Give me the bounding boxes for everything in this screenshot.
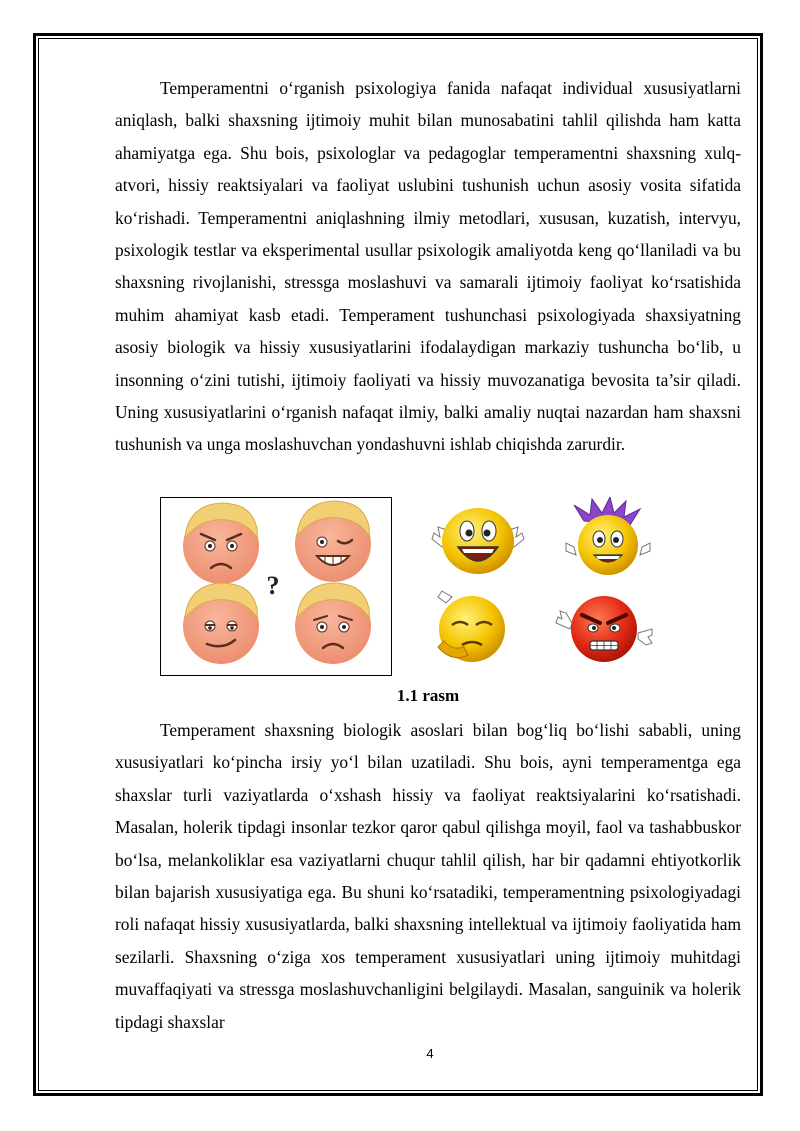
figure-caption [0, 685, 800, 707]
angry-red-emoji-icon [556, 596, 652, 662]
cartoon-faces-illustration [161, 498, 390, 674]
paragraph-2: Temperament shaxsning biologik asoslari bilan bog‘liq bo‘lishi sababli, uning xususiyatlari ko‘pincha irsiy yo‘l bilan uzatiladi. Shu bois, ayni temperamentga ega shaxslar turli vaziyatlarda o‘xshash hissiy va faoliyat reaktsiyalarini ko‘rsatishadi. Masalan, holerik tipdagi insonlar tezkor qaror qabul qilishga moyil, faol va tashabbuskor bo‘lsa, melankoliklar esa vaziyatlarni chuqur tahlil qilish, har bir qadamni ehtiyotkorlik bilan bajarish xususiyatiga ega. Bu shuni ko‘rsatadiki, temperamentning psixologiyadagi roli nafaqat hissiy xususiyatlarda, balki shaxsning intellektual va ijtimoiy faoliyatida ham sezilarli. Shaxsning o‘ziga xos temperament xususiyatlari uning ijtimoiy muhitdagi muvaffaqiyati va stressga moslashuvchanligini belgilaydi. Masalan, sanguinik va holerik tipdagi shaxslar [115, 720, 741, 1032]
thinking-emoji-icon [438, 591, 505, 662]
laughing-emoji-icon [432, 508, 524, 574]
sad-face-icon [295, 583, 371, 664]
figure-caption-text: 1.1 rasm [396, 686, 460, 705]
page-number [0, 1046, 800, 1061]
emoji-faces-panel [418, 497, 670, 677]
emoji-faces-illustration [418, 497, 670, 677]
winking-face-icon [295, 501, 371, 582]
excited-emoji-icon [566, 497, 650, 575]
page-number-text: 4 [426, 1046, 434, 1061]
question-mark: ? [266, 571, 280, 600]
angry-face-icon [183, 503, 259, 584]
sleepy-face-icon [183, 583, 259, 664]
paragraph-1: Temperamentni o‘rganish psixologiya fanida nafaqat individual xususiyatlarni aniqlash, balki shaxsning ijtimoiy muhit bilan munosabatini tahlil qilishda ham katta ahamiyatga ega. Shu bois, psixologlar va pedagoglar temperamentni shaxsning xulq-atvori, hissiy reaktsiyalari va faoliyat uslubini tushunish uchun asosiy vosita sifatida ko‘rishadi. Temperamentni aniqlashning ilmiy metodlari, xususan, kuzatish, intervyu, psixologik testlar va eksperimental usullar psixologik amaliyotda keng qo‘llaniladi va bu shaxsning rivojlanishi, stressga moslashuvi va samarali ijtimoiy faoliyat ko‘rsatishida muhim ahamiyat kasb etadi. Temperament tushunchasi psixologiyada shaxsiyatning asosiy biologik va hissiy xususiyatlarini ifodalaydigan markaziy tushuncha bo‘lib, u insonning o‘zini tutishi, ijtimoiy faoliyati va hissiy muvozanatiga bevosita ta’sir qiladi. Uning xususiyatlarini o‘rganish nafaqat ilmiy, balki amaliy nuqtai nazardan ham shaxsni tushunish va unga moslashuvchan yondashuvni ishlab chiqishda zarurdir. [115, 78, 741, 455]
figure-temperament-faces [160, 497, 670, 677]
cartoon-faces-panel [160, 497, 392, 676]
